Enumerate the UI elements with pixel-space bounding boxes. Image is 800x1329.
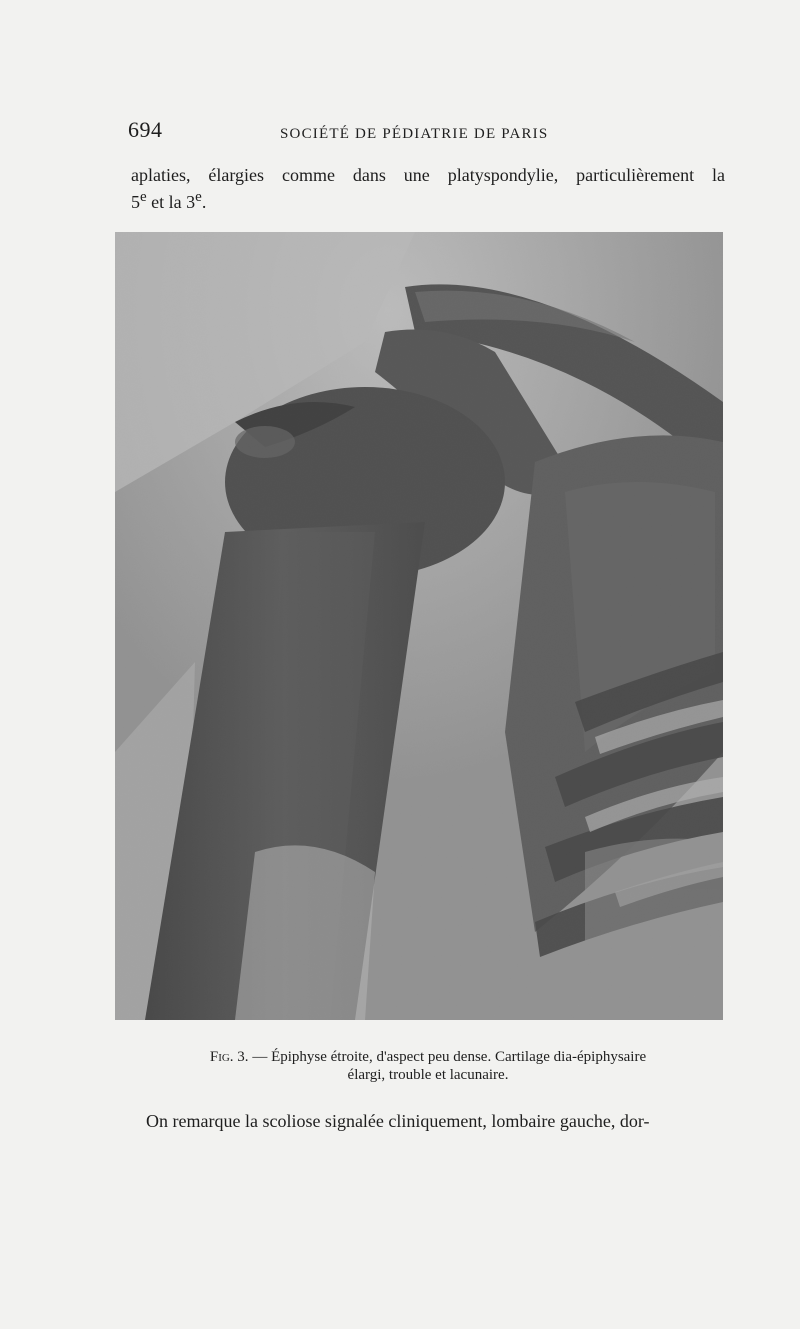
body-text-bottom-line: On remarque la scoliose signalée cliniquement, lombaire gauche, dor- [146,1111,650,1131]
caption-line-2: élargi, trouble et lacunaire. [347,1067,509,1083]
shoulder-xray-image [115,232,723,1020]
figure-caption [132,1048,724,1084]
radiograph-figure [115,232,723,1020]
page-number: 694 [128,117,163,142]
body-text-line-1: aplaties, élargies comme dans une platyspondylie, particulièrement la [131,165,725,185]
caption-label: Fig. 3. [209,1049,249,1065]
body-text-line-2: 5e et la 3e. [131,189,207,212]
running-head: SOCIÉTÉ DE PÉDIATRIE DE PARIS [280,126,549,142]
caption-line-1: Fig. 3. — Épiphyse étroite, d'aspect peu dense. Cartilage dia-épiphysaire [209,1049,647,1065]
